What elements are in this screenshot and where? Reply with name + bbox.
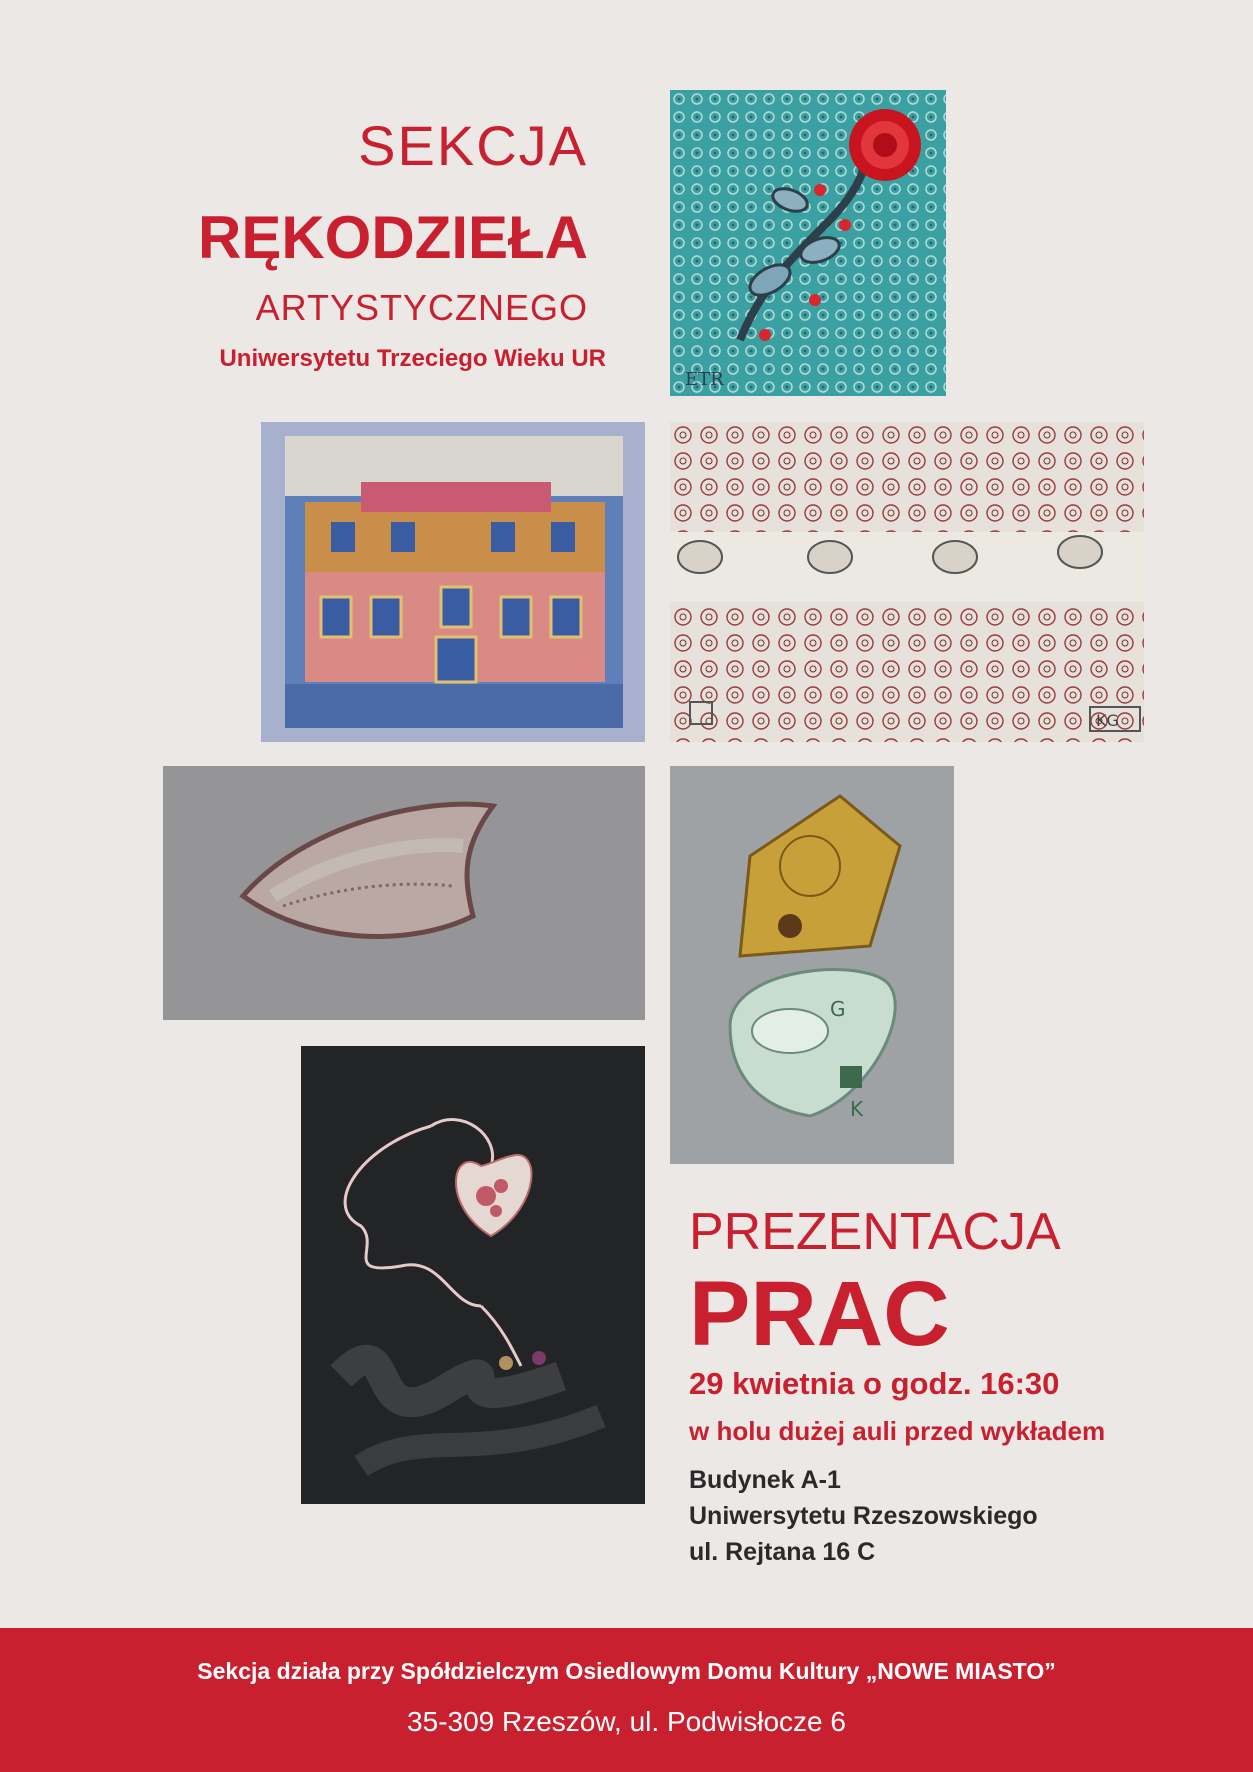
event-line-prac: PRAC <box>689 1263 950 1365</box>
title-university: Uniwersytetu Trzeciego Wieku UR <box>219 345 606 372</box>
title-sekcja: SEKCJA <box>358 114 588 177</box>
svg-text:G: G <box>830 997 846 1021</box>
leaf-dish-photo <box>163 766 645 1020</box>
pendants-photo <box>670 766 954 1164</box>
tile-lace-photo <box>670 422 1144 742</box>
address-line-3: ul. Rejtana 16 C <box>689 1538 876 1566</box>
tile-rose-photo <box>670 90 946 396</box>
svg-text:ETR: ETR <box>685 369 724 390</box>
footer-line-2: 35-309 Rzeszów, ul. Podwisłocze 6 <box>407 1706 846 1737</box>
svg-text:KG: KG <box>1096 711 1119 730</box>
address-line-1: Budynek A-1 <box>689 1466 841 1494</box>
footer-line-1: Sekcja działa przy Spółdzielczym Osiedlowym Domu Kultury „NOWE MIASTO” <box>197 1658 1056 1684</box>
svg-text:K: K <box>850 1097 864 1121</box>
event-line-prezentacja: PREZENTACJA <box>689 1203 1061 1261</box>
event-place: w holu dużej auli przed wykładem <box>689 1416 1106 1446</box>
title-rekodziela: RĘKODZIEŁA <box>198 204 588 271</box>
address-line-2: Uniwersytetu Rzeszowskiego <box>689 1502 1038 1530</box>
event-date: 29 kwietnia o godz. 16:30 <box>689 1366 1060 1401</box>
heart-necklace-photo <box>301 1046 645 1504</box>
title-artystycznego: ARTYSTYCZNEGO <box>255 287 588 328</box>
tile-palace-photo <box>261 422 645 742</box>
footer-bar <box>0 1628 1253 1772</box>
